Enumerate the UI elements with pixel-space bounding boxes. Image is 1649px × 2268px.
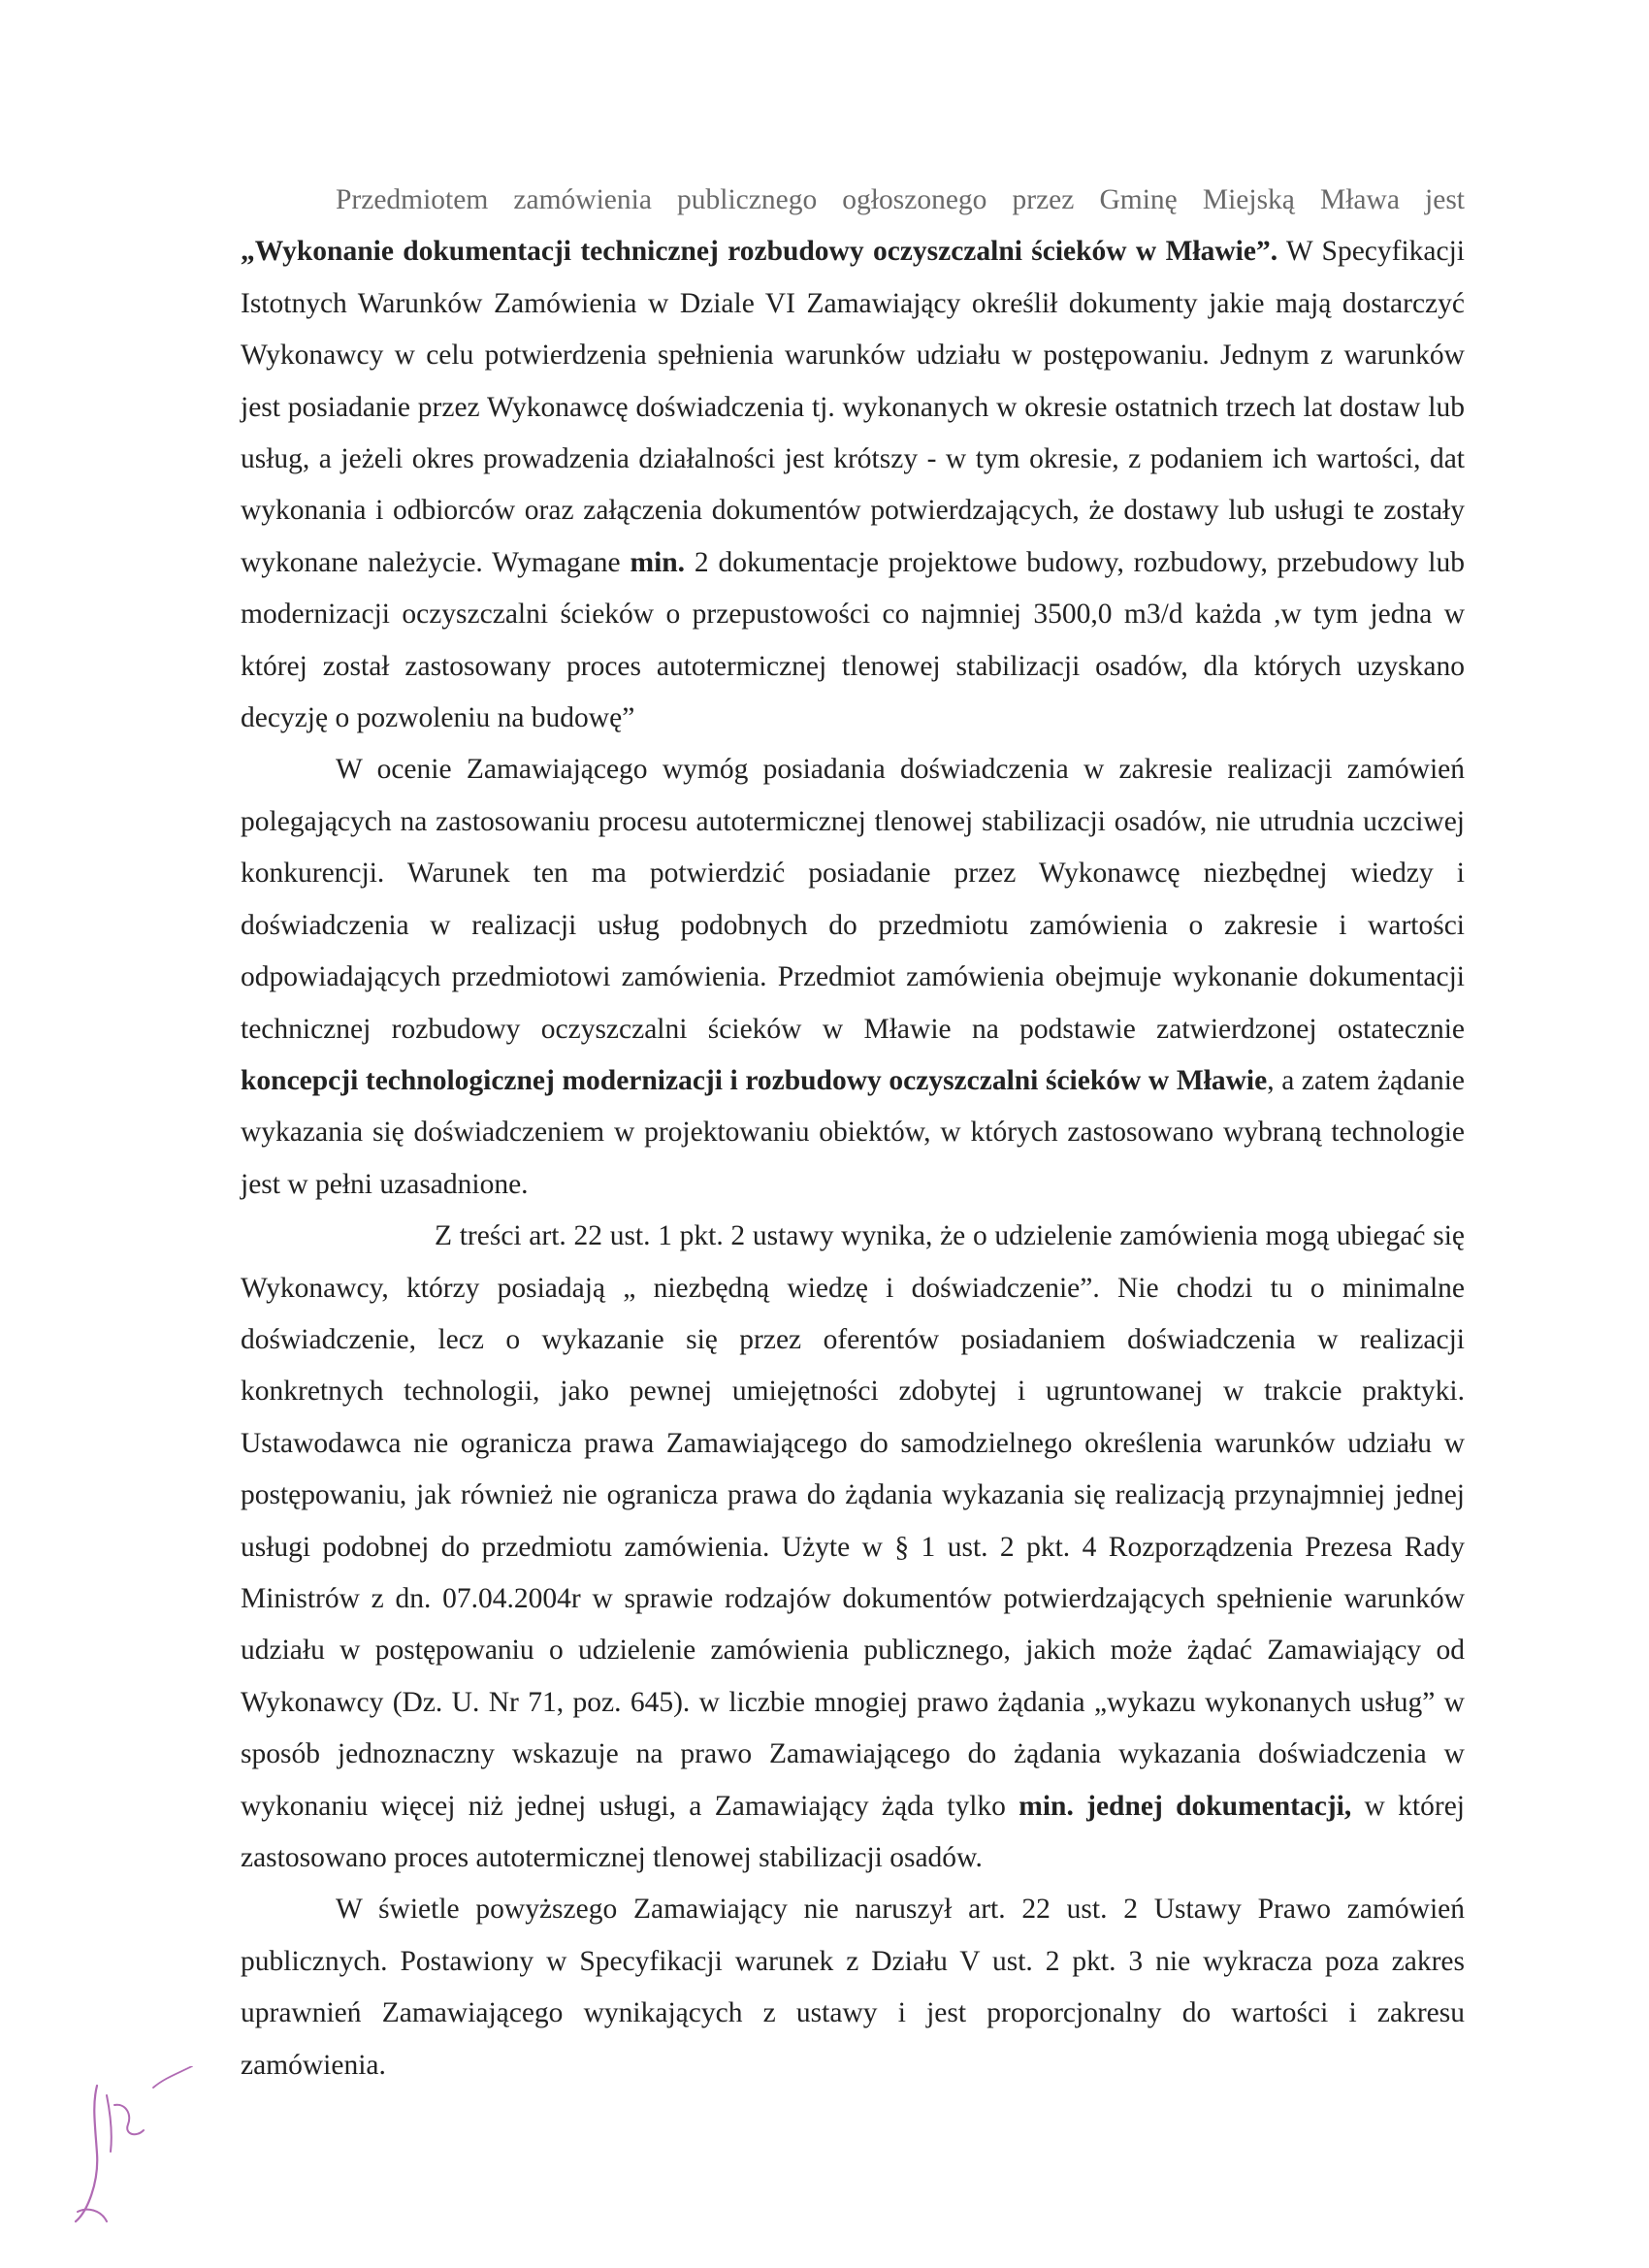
bold-text-run: „Wykonanie dokumentacji technicznej rozbudowy oczyszczalni ścieków w Mławie”.	[241, 236, 1278, 268]
bold-text-run: min.	[630, 546, 686, 578]
text-run: 2 dokumentacje projektowe budowy, rozbudowy, przebudowy lub modernizacji oczyszczalni ścieków o przepustowości co najmniej 3500,0 m3/d każda ,w tym jedna w której został zastosowany proces autotermicznej tlenowej stabilizacji osadów, dla których uzyskano decyzję o pozwoleniu na budowę”	[241, 546, 1466, 734]
paragraph	[241, 744, 1465, 1211]
text-run: W Specyfikacji Istotnych Warunków Zamówienia w Dziale VI Zamawiający określił dokumenty jakie mają dostarczyć Wykonawcy w celu potwierdzenia spełnienia warunków udziału w postępowaniu. Jednym z warunków jest posiadanie przez Wykonawcę doświadczenia tj. wykonanych w okresie ostatnich trzech lat dostaw lub usług, a jeżeli okres prowadzenia działalności jest krótszy - w tym okresie, z podaniem ich wartości, dat wykonania i odbiorców oraz załączenia dokumentów potwierdzających, że dostawy lub usługi te zostały wykonane należycie. Wymagane	[241, 236, 1465, 578]
bold-text-run: min. jednej dokumentacji,	[1018, 1790, 1352, 1822]
paragraph	[241, 175, 1465, 744]
paragraph	[241, 1884, 1465, 2091]
text-run: W świetle powyższego Zamawiający nie naruszył art. 22 ust. 2 Ustawy Prawo zamówień publicznych. Postawiony w Specyfikacji warunek z Działu V ust. 2 pkt. 3 nie wykracza poza zakres uprawnień Zamawiającego wynikających z ustawy i jest proporcjonalny do wartości i zakresu zamówienia.	[241, 1894, 1465, 2081]
bold-text-run: koncepcji technologicznej modernizacji i rozbudowy oczyszczalni ścieków w Mławie	[241, 1064, 1268, 1096]
text-run: Z treści art. 22 ust. 1 pkt. 2 ustawy wynika, że o udzielenie zamówienia mogą ubiegać się Wykonawcy, którzy posiadają „ niezbędną wiedzę i doświadczenie”. Nie chodzi tu o minimalne doświadczenie, lecz o wykazanie się przez oferentów posiadaniem doświadczenia w realizacji konkretnych technologii, jako pewnej umiejętności zdobytej i ugruntowanej w trakcie praktyki. Ustawodawca nie ogranicza prawa Zamawiającego do samodzielnego określenia warunków udziału w postępowaniu, jak również nie ogranicza prawa do żądania wykazania się realizacją przynajmniej jednej usługi podobnej do przedmiotu zamówienia. Użyte w § 1 ust. 2 pkt. 4 Rozporządzenia Prezesa Rady Ministrów z dn. 07.04.2004r w sprawie rodzajów dokumentów potwierdzających spełnienie warunków udziału w postępowaniu o udzielenie zamówienia publicznego, jakich może żądać Zamawiający od Wykonawcy (Dz. U. Nr 71, poz. 645). w liczbie mnogiej prawo żądania „wykazu wykonanych usług” w sposób jednoznaczny wskazuje na prawo Zamawiającego do żądania wykazania doświadczenia w wykonaniu więcej niż jednej usługi, a Zamawiający żąda tylko	[241, 1220, 1465, 1822]
document-body	[241, 175, 1465, 2091]
text-run: , a zatem żądanie wykazania się doświadczeniem w projektowaniu obiektów, w których zastosowano wybraną technologie jest w pełni uzasadnione.	[241, 1064, 1465, 1200]
text-run: w której zastosowano proces autotermicznej tlenowej stabilizacji osadów.	[241, 1790, 1465, 1873]
handwritten-signature	[68, 2066, 213, 2231]
text-run: Przedmiotem zamówienia publicznego ogłoszonego przez Gminę Miejską Mława jest	[336, 184, 1465, 215]
paragraph	[241, 1211, 1465, 1884]
text-run: W ocenie Zamawiającego wymóg posiadania doświadczenia w zakresie realizacji zamówień polegających na zastosowaniu procesu autotermicznej tlenowej stabilizacji osadów, nie utrudnia uczciwej konkurencji. Warunek ten ma potwierdzić posiadanie przez Wykonawcę niezbędnej wiedzy i doświadczenia w realizacji usług podobnych do przedmiotu zamówienia o zakresie i wartości odpowiadających przedmiotowi zamówienia. Przedmiot zamówienia obejmuje wykonanie dokumentacji technicznej rozbudowy oczyszczalni ścieków w Mławie na podstawie zatwierdzonej ostatecznie	[241, 754, 1465, 1045]
